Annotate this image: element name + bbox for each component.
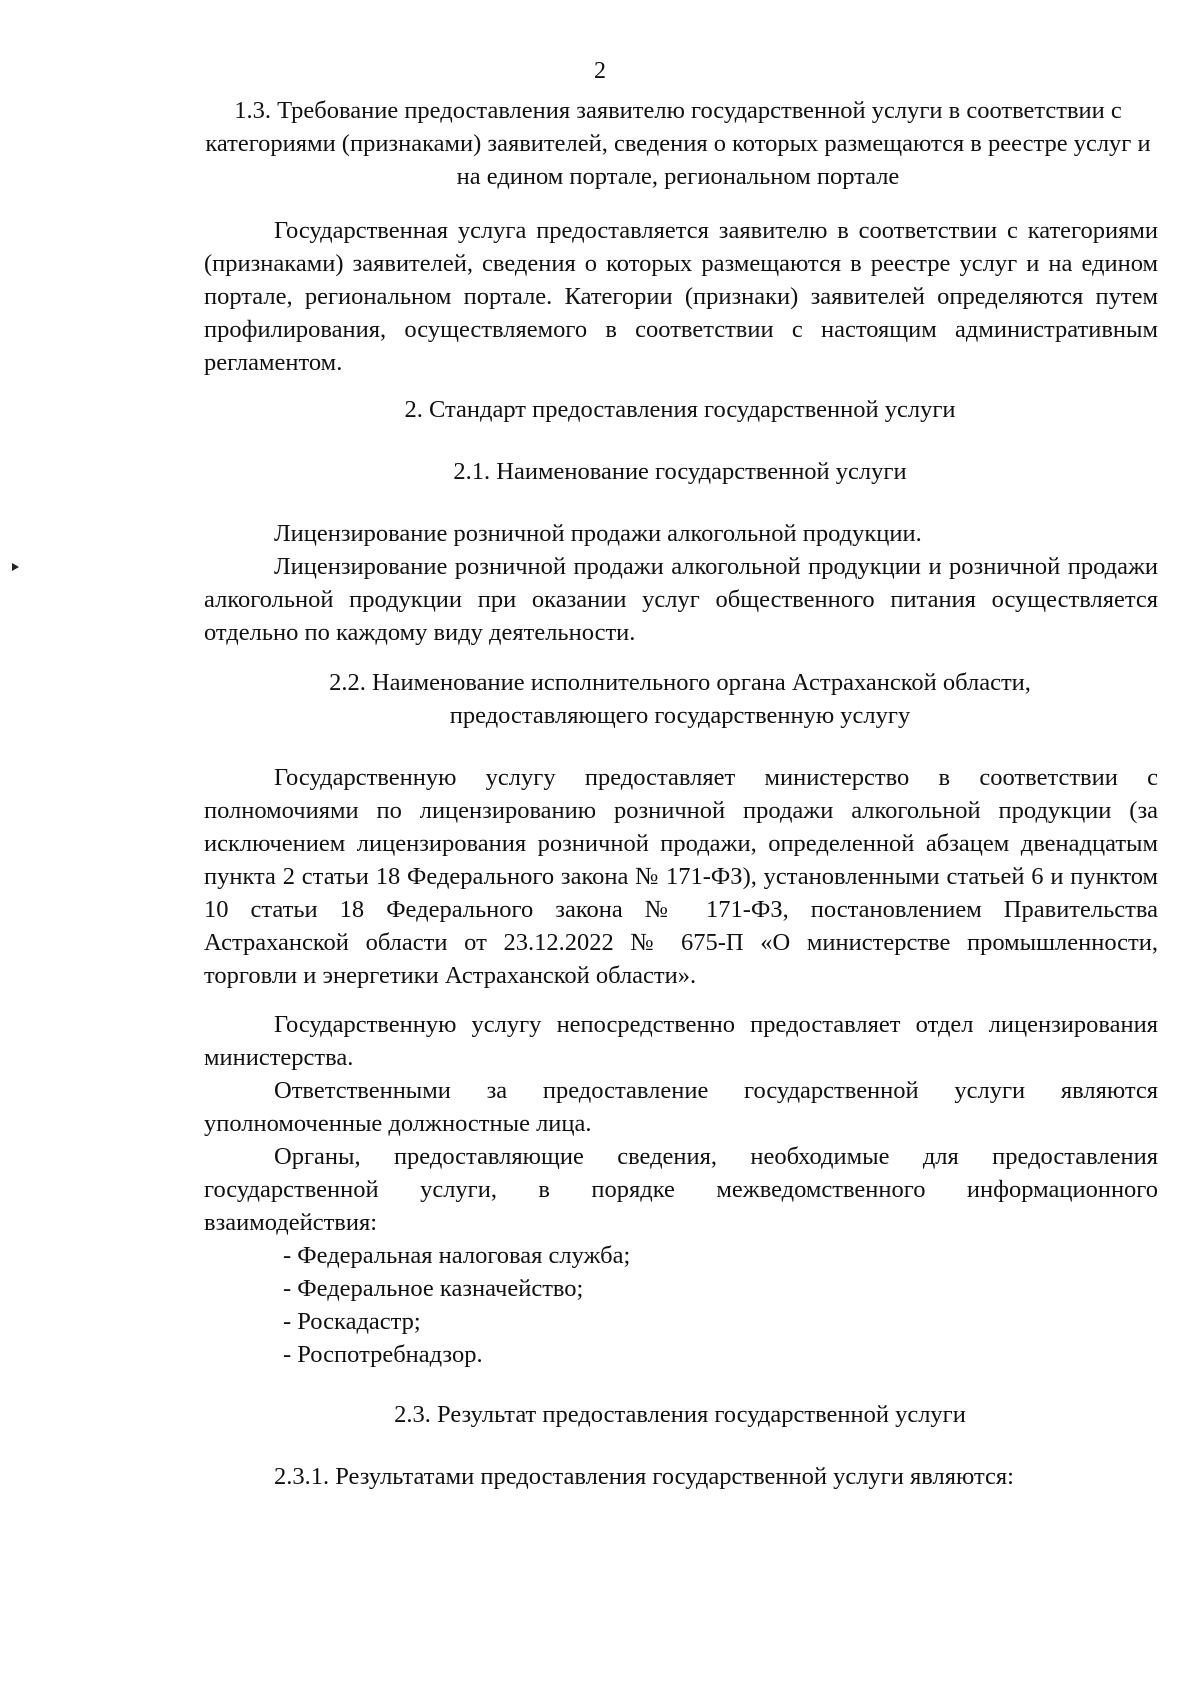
list-item: - Роскадастр; bbox=[283, 1308, 421, 1335]
list-item: - Роспотребнадзор. bbox=[283, 1341, 483, 1368]
page-number: 2 bbox=[594, 58, 606, 84]
section-2-1-paragraph-1: Лицензирование розничной продажи алкогольной продукции. bbox=[274, 520, 922, 547]
section-1-3-paragraph: Государственная услуга предоставляется заявителю в соответствии с категориями (признаками) заявителей, сведения о которых размещаются в реестре услуг и на едином портале, региональном портале. Категории (признаки) заявителей определяются путем профилирования, осуществляемого в соответствии с настоящим административным регламентом. bbox=[204, 217, 1158, 376]
section-2-2-heading-line-1: 2.2. Наименование исполнительного органа Астраханской области, bbox=[329, 669, 1031, 696]
section-2-3-1-paragraph: 2.3.1. Результатами предоставления государственной услуги являются: bbox=[274, 1463, 1014, 1490]
section-2-heading: 2. Стандарт предоставления государственной услуги bbox=[404, 396, 956, 423]
section-2-2-heading-line-2: предоставляющего государственную услугу bbox=[449, 702, 911, 729]
section-2-2-paragraph-2: Государственную услугу непосредственно предоставляет отдел лицензирования министерства. bbox=[204, 1011, 1158, 1071]
section-2-2-paragraph-3: Ответственными за предоставление государственной услуги являются уполномоченные должностные лица. bbox=[204, 1077, 1158, 1137]
section-2-1-paragraph-2: Лицензирование розничной продажи алкогольной продукции и розничной продажи алкогольной продукции при оказании услуг общественного питания осуществляется отдельно по каждому виду деятельности. bbox=[204, 553, 1158, 646]
section-1-3-heading: 1.3. Требование предоставления заявителю государственной услуги в соответствии с категориями (признаками) заявителей, сведения о которых размещаются в реестре услуг и на едином портале, региональном портале bbox=[205, 97, 1151, 190]
agency-list bbox=[283, 1239, 630, 1371]
list-item: - Федеральное казначейство; bbox=[283, 1275, 584, 1302]
section-2-2-paragraph-4: Органы, предоставляющие сведения, необходимые для предоставления государственной услуги, в порядке межведомственного информационного взаимодействия: bbox=[204, 1143, 1158, 1236]
section-2-2-paragraph-1: Государственную услугу предоставляет министерство в соответствии с полномочиями по лицензированию розничной продажи алкогольной продукции (за исключением лицензирования розничной продажи, определенной абзацем двенадцатым пункта 2 статьи 18 Федерального закона № 171-ФЗ), установленными статьей 6 и пунктом 10 статьи 18 Федерального закона № 171-ФЗ, постановлением Правительства Астраханской области от 23.12.2022 № 675-П «О министерстве промышленности, торговли и энергетики Астраханской области». bbox=[204, 764, 1158, 989]
list-item: - Федеральная налоговая служба; bbox=[283, 1242, 631, 1269]
section-2-3-heading: 2.3. Результат предоставления государственной услуги bbox=[394, 1401, 966, 1428]
margin-mark bbox=[12, 563, 19, 571]
section-2-1-heading: 2.1. Наименование государственной услуги bbox=[453, 458, 907, 485]
